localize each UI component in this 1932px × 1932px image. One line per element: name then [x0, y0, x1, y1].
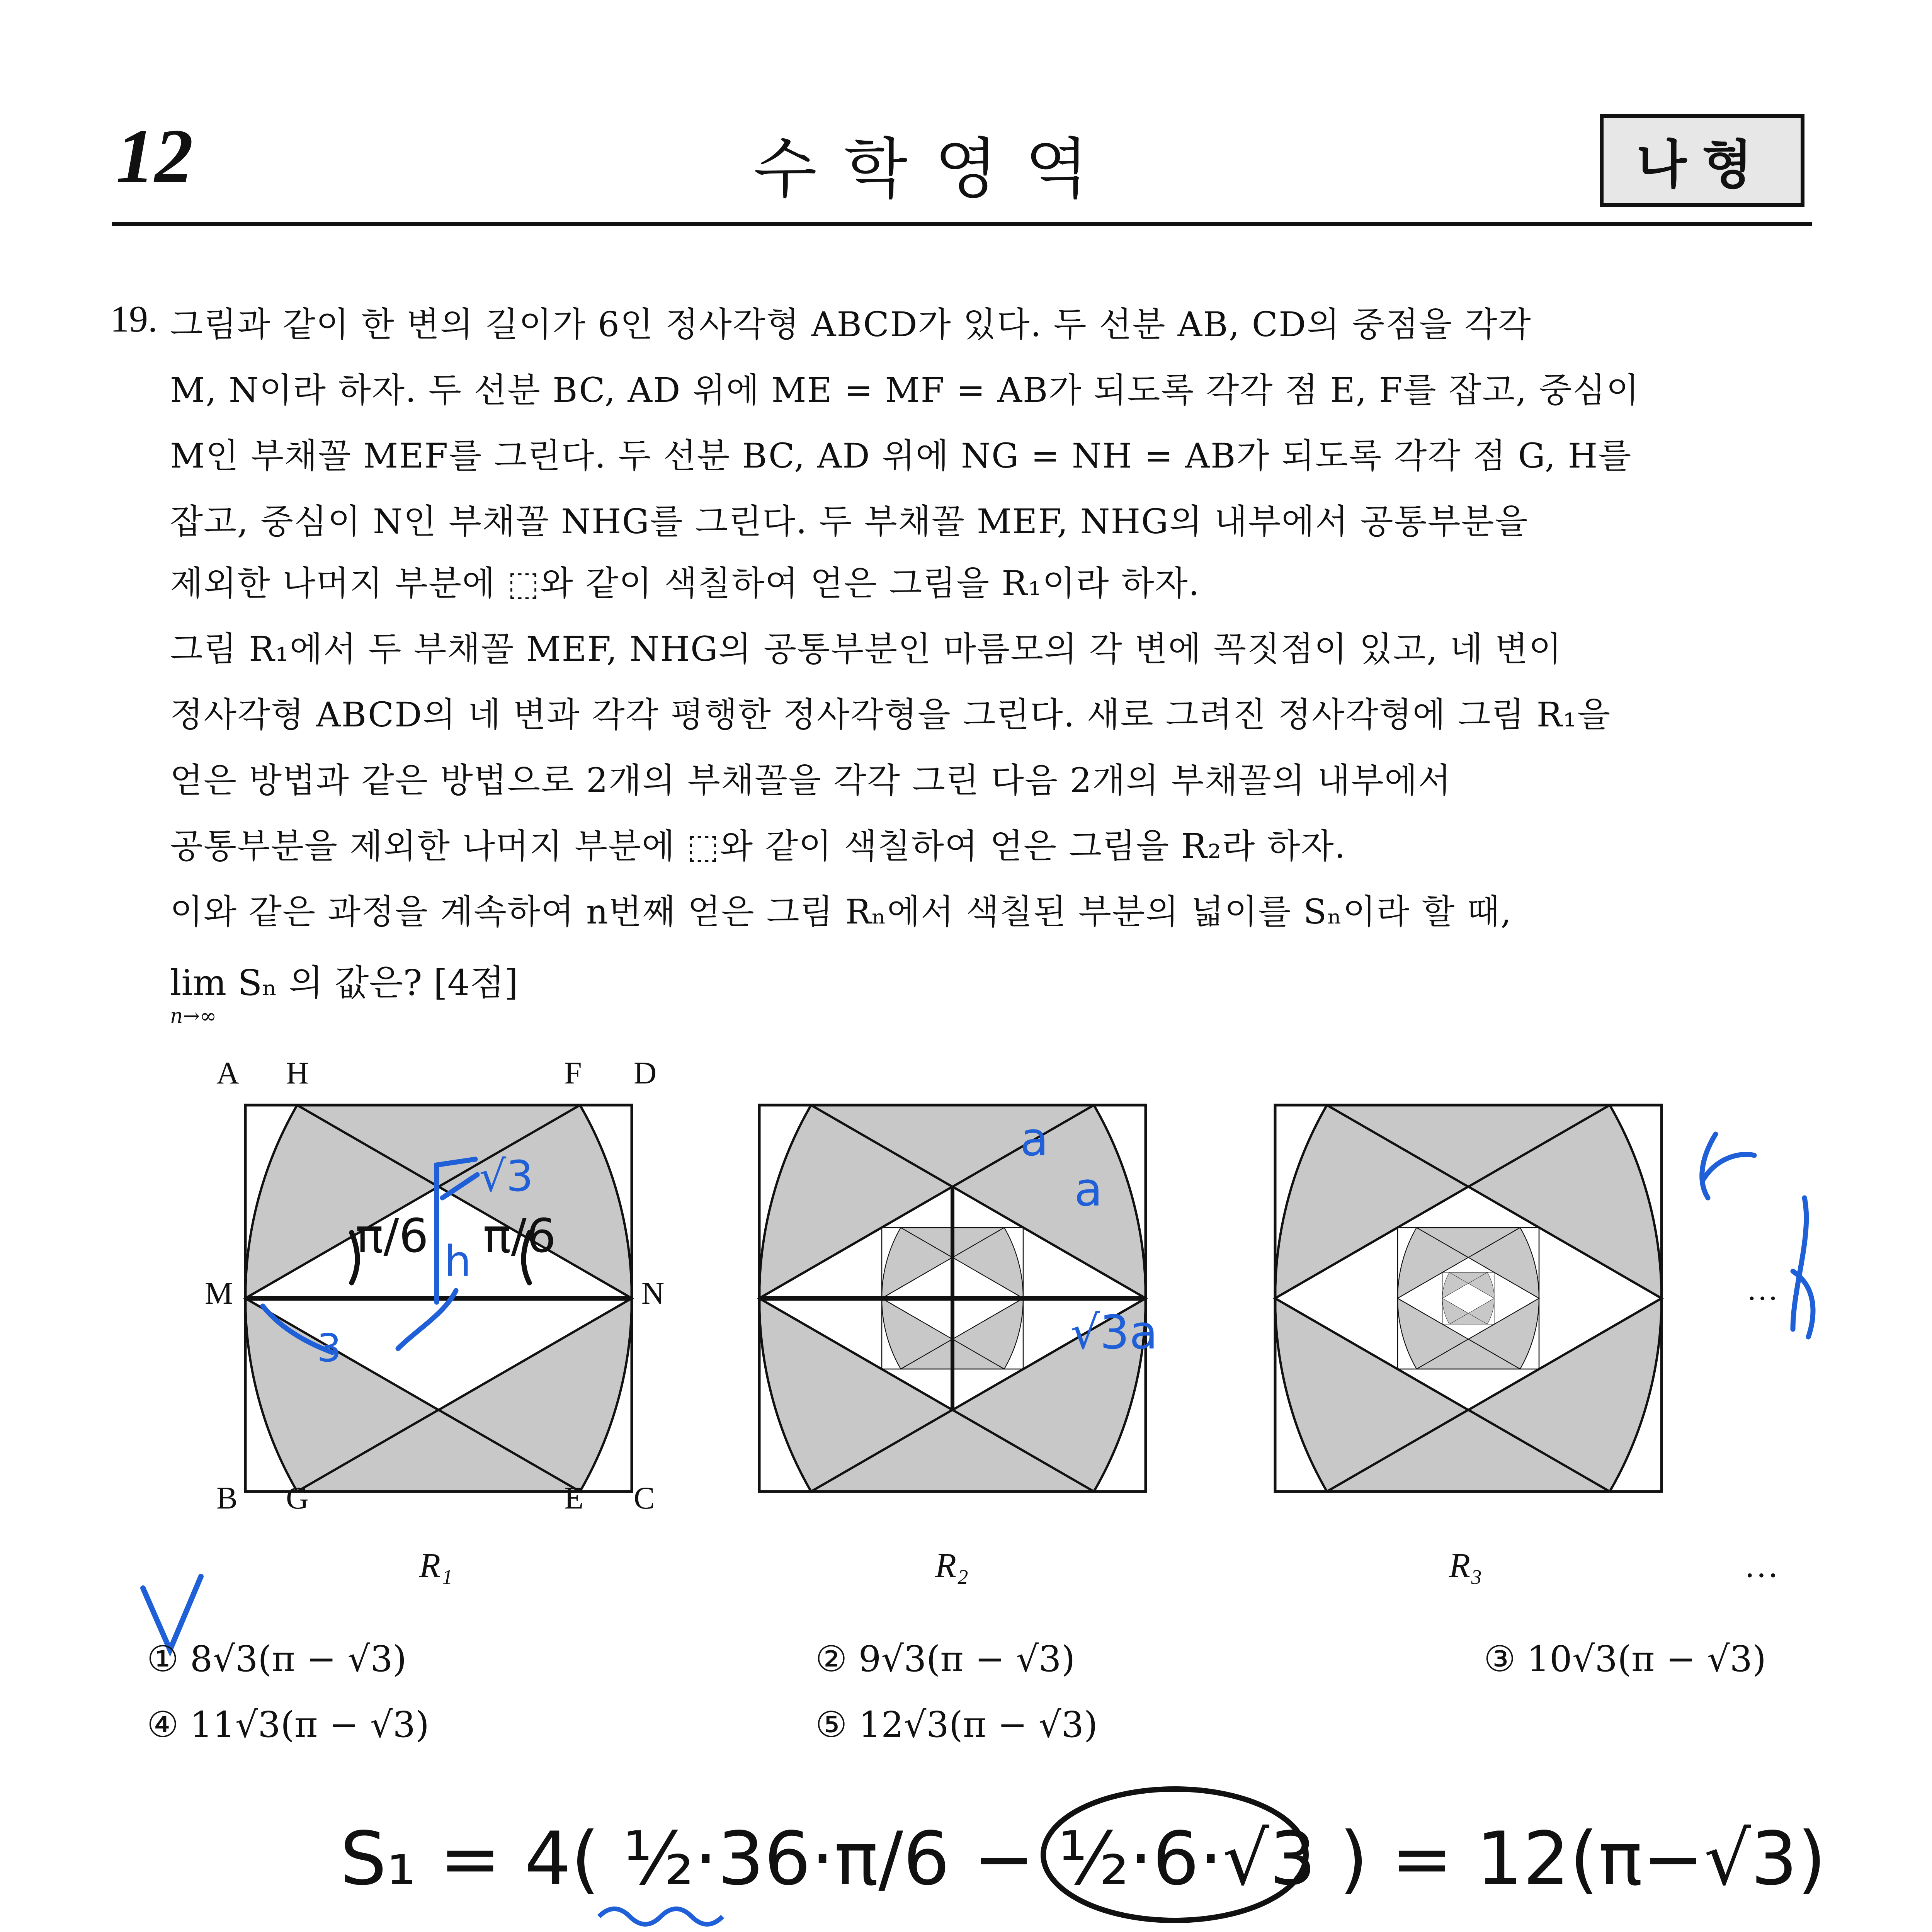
label-g: G — [286, 1480, 309, 1515]
question-line-10: 이와 같은 과정을 계속하여 n번째 얻은 그림 Rₙ에서 색칠된 부분의 넓이를 Sₙ이라 할 때, — [170, 892, 1512, 932]
label-h: H — [286, 1055, 309, 1090]
choice-1[interactable]: ① 8√3(π − √3) — [147, 1638, 407, 1680]
question-line-5: 제외한 나머지 부분에 ⬚와 같이 색칠하여 얻은 그림을 R₁이라 하자. — [170, 563, 1200, 603]
question-number: 19. — [110, 298, 158, 340]
question-line-4: 잡고, 중심이 N인 부채꼴 NHG를 그린다. 두 부채꼴 MEF, NHG의 내부에서 공통부분을 — [170, 502, 1529, 541]
choice-4[interactable]: ④ 11√3(π − √3) — [147, 1704, 429, 1745]
ellipsis-figures: … — [1747, 1272, 1778, 1307]
question-line-1: 그림과 같이 한 변의 길이가 6인 정사각형 ABCD가 있다. 두 선분 AB, CD의 중점을 각각 — [170, 304, 1532, 344]
label-f: F — [564, 1055, 582, 1090]
label-b: B — [216, 1480, 238, 1515]
exam-type-badge: 나형 — [1600, 114, 1804, 207]
label-d: D — [634, 1055, 657, 1090]
question-line-9: 공통부분을 제외한 나머지 부분에 ⬚와 같이 색칠하여 얻은 그림을 R₂라 하자. — [170, 826, 1346, 866]
label-n: N — [641, 1276, 665, 1311]
question-line-6: 그림 R₁에서 두 부채꼴 MEF, NHG의 공통부분인 마름모의 각 변에 꼭짓점이 있고, 네 변이 — [170, 629, 1563, 669]
hw-sqrt3: √3 — [479, 1151, 534, 1201]
label-c: C — [634, 1480, 655, 1515]
caption-r2: R₂ — [935, 1546, 969, 1585]
limit-subscript: n→∞ — [170, 1005, 217, 1028]
caption-r1: R₁ — [419, 1546, 453, 1585]
hw-3: 3 — [317, 1325, 342, 1371]
choice-2[interactable]: ② 9√3(π − √3) — [815, 1638, 1075, 1680]
choice-5[interactable]: ⑤ 12√3(π − √3) — [815, 1704, 1098, 1745]
question-line-8: 얻은 방법과 같은 방법으로 2개의 부채꼴을 각각 그린 다음 2개의 부채꼴의 내부에서 — [170, 760, 1452, 800]
question-line-2: M, N이라 하자. 두 선분 BC, AD 위에 ME = MF = AB가 되도록 각각 점 E, F를 잡고, 중심이 — [170, 370, 1640, 410]
hw-a2: a — [1074, 1163, 1103, 1217]
hw-s1-line: S₁ = 4( ½·36·π/6 − ½·6·√3 ) = 12(π−√3) — [340, 1816, 1827, 1901]
question-line-3: M인 부채꼴 MEF를 그린다. 두 선분 BC, AD 위에 NG = NH = AB가 되도록 각각 점 G, H를 — [170, 436, 1632, 476]
caption-ellipsis: … — [1747, 1546, 1778, 1585]
label-a: A — [216, 1055, 240, 1090]
hw-pi6-left: π/6 — [355, 1209, 429, 1263]
caption-r3: R₃ — [1449, 1546, 1483, 1585]
label-e: E — [564, 1480, 584, 1515]
label-m: M — [205, 1276, 233, 1311]
hw-h: h — [444, 1236, 471, 1286]
page-number: 12 — [116, 114, 193, 199]
subject-title: 수학영역 — [753, 131, 1116, 207]
limit-expression: lim Sₙ 의 값은? [4점] — [170, 962, 519, 1003]
hw-a1: a — [1020, 1113, 1049, 1167]
choice-3[interactable]: ③ 10√3(π − √3) — [1484, 1638, 1766, 1680]
figure-r3 — [1275, 1105, 1662, 1492]
question-line-7: 정사각형 ABCD의 네 변과 각각 평행한 정사각형을 그린다. 새로 그려진 정사각형에 그림 R₁을 — [170, 695, 1611, 735]
hw-sqrt3a: √3a — [1070, 1306, 1158, 1360]
hw-pi6-right: π/6 — [483, 1209, 556, 1263]
